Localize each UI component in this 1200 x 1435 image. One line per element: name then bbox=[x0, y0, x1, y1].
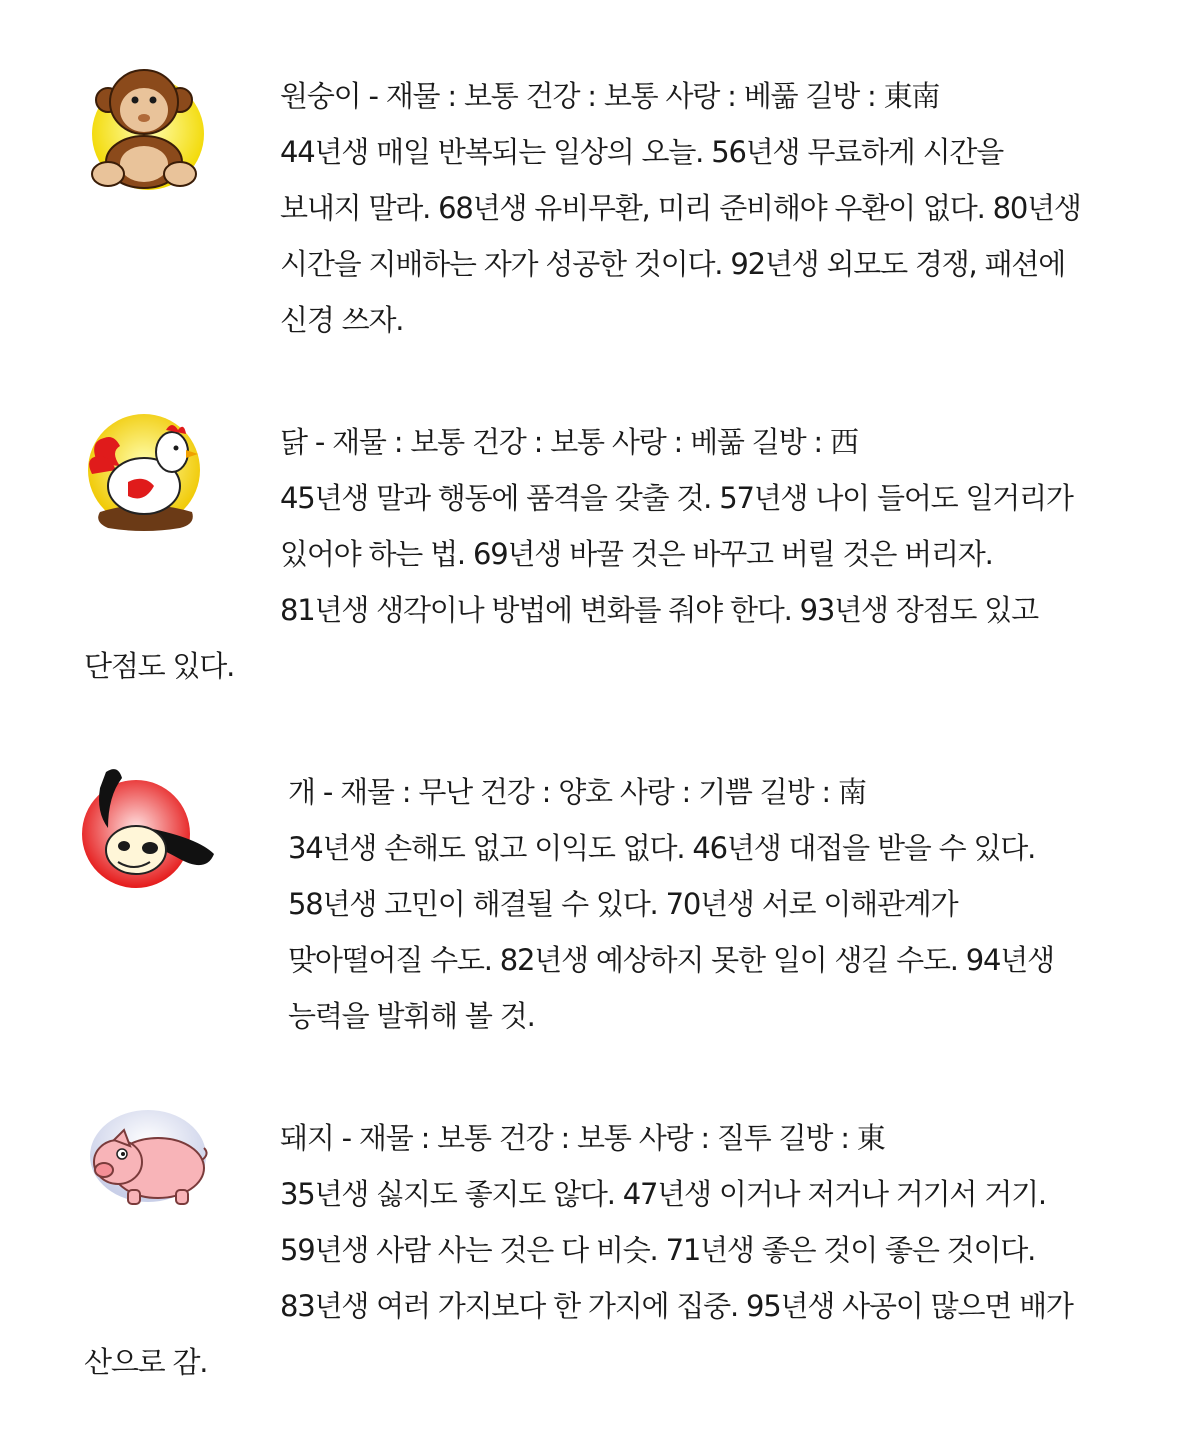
entry-text-line: 있어야 하는 법. 69년생 바꿀 것은 바꾸고 버릴 것은 버리자. bbox=[280, 537, 993, 571]
entry-text-line: 산으로 감. bbox=[84, 1345, 208, 1379]
entry-text-line: 58년생 고민이 해결될 수 있다. 70년생 서로 이해관계가 bbox=[288, 887, 958, 921]
entry-header: 원숭이 - 재물 : 보통 건강 : 보통 사랑 : 베풂 길방 : 東南 bbox=[280, 79, 940, 113]
entry-text-line: 81년생 생각이나 방법에 변화를 줘야 한다. 93년생 장점도 있고 bbox=[280, 593, 1038, 627]
entry-text-line: 83년생 여러 가지보다 한 가지에 집중. 95년생 사공이 많으면 배가 bbox=[280, 1289, 1073, 1323]
entry-text-line: 45년생 말과 행동에 품격을 갖출 것. 57년생 나이 들어도 일거리가 bbox=[280, 481, 1073, 515]
rooster-icon bbox=[80, 412, 212, 536]
monkey-icon bbox=[78, 62, 214, 194]
entry-text-line: 능력을 발휘해 볼 것. bbox=[288, 999, 535, 1033]
entry-header: 개 - 재물 : 무난 건강 : 양호 사랑 : 기쁨 길방 : 南 bbox=[288, 775, 866, 809]
entry-header: 닭 - 재물 : 보통 건강 : 보통 사랑 : 베풂 길방 : 西 bbox=[280, 425, 858, 459]
entry-text-line: 단점도 있다. bbox=[84, 649, 235, 683]
entry-header: 돼지 - 재물 : 보통 건강 : 보통 사랑 : 질투 길방 : 東 bbox=[280, 1121, 885, 1155]
entry-text-line: 44년생 매일 반복되는 일상의 오늘. 56년생 무료하게 시간을 bbox=[280, 135, 1004, 169]
entry-text-line: 보내지 말라. 68년생 유비무환, 미리 준비해야 우환이 없다. 80년생 bbox=[280, 191, 1081, 225]
pig-icon bbox=[84, 1106, 212, 1216]
entry-text-line: 신경 쓰자. bbox=[280, 303, 404, 337]
entry-text-line: 34년생 손해도 없고 이익도 없다. 46년생 대접을 받을 수 있다. bbox=[288, 831, 1036, 865]
entry-text-line: 59년생 사람 사는 것은 다 비슷. 71년생 좋은 것이 좋은 것이다. bbox=[280, 1233, 1036, 1267]
entry-text-line: 35년생 싫지도 좋지도 않다. 47년생 이거나 저거나 거기서 거기. bbox=[280, 1177, 1046, 1211]
entry-text-line: 맞아떨어질 수도. 82년생 예상하지 못한 일이 생길 수도. 94년생 bbox=[288, 943, 1054, 977]
dog-icon bbox=[78, 762, 220, 890]
entry-text-line: 시간을 지배하는 자가 성공한 것이다. 92년생 외모도 경쟁, 패션에 bbox=[280, 247, 1066, 281]
